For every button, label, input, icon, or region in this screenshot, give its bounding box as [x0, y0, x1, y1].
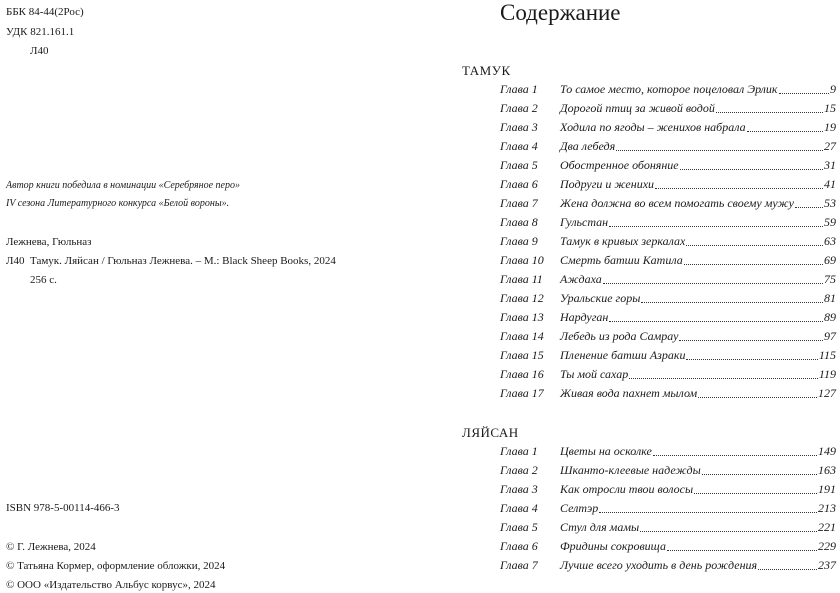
- page-number: 59: [824, 215, 836, 229]
- chapter-number: Глава 7: [500, 196, 538, 210]
- dot-leader: [686, 231, 823, 246]
- chapter-number: Глава 15: [500, 348, 544, 362]
- page-number: 149: [818, 444, 836, 458]
- page-number: 115: [818, 348, 836, 362]
- chapter-number: Глава 4: [500, 139, 538, 153]
- author-mark: Л40: [30, 45, 49, 57]
- page-number: 221: [818, 520, 836, 534]
- copyright-author: © Г. Лежнева, 2024: [6, 541, 96, 553]
- page-number: 19: [824, 120, 836, 134]
- chapter-number: Глава 8: [500, 215, 538, 229]
- chapter-title: Тамук в кривых зеркалах: [560, 234, 686, 248]
- chapter-number: Глава 13: [500, 310, 544, 324]
- award-line-1: Автор книги победила в номинации «Серебряное перо»: [6, 180, 240, 191]
- catalog-entry: Тамук. Ляйсан / Гюльназ Лежнева. – М.: Black Sheep Books, 2024: [30, 255, 336, 267]
- chapter-number: Глава 11: [500, 272, 543, 286]
- dot-leader: [653, 441, 817, 456]
- chapter-number: Глава 10: [500, 253, 544, 267]
- isbn: ISBN 978-5-00114-466-3: [6, 502, 120, 514]
- dot-leader: [698, 383, 817, 398]
- dot-leader: [629, 364, 818, 379]
- dot-leader: [640, 517, 817, 532]
- chapter-number: Глава 3: [500, 482, 538, 496]
- page-number: 213: [818, 501, 836, 515]
- chapter-title: Стул для мамы: [560, 520, 640, 534]
- chapter-number: Глава 9: [500, 234, 538, 248]
- copyright-publisher: © ООО «Издательство Альбус корвус», 2024: [6, 579, 216, 591]
- toc-entry: [500, 177, 836, 196]
- dot-leader: [679, 326, 823, 341]
- copyright-cover: © Татьяна Кормер, оформление обложки, 2024: [6, 560, 226, 572]
- dot-leader: [747, 117, 823, 132]
- chapter-title: Дорогой птиц за живой водой: [560, 101, 715, 115]
- page-number: 119: [818, 367, 836, 381]
- chapter-title: Как отросли твои волосы: [560, 482, 694, 496]
- page-number: 229: [818, 539, 836, 553]
- dot-leader: [716, 98, 823, 113]
- page-number: 41: [824, 177, 836, 191]
- chapter-number: Глава 5: [500, 520, 538, 534]
- page-number: 9: [830, 82, 836, 96]
- chapter-title: Лучше всего уходить в день рождения: [560, 558, 758, 572]
- chapter-number: Глава 6: [500, 539, 538, 553]
- chapter-number: Глава 14: [500, 329, 544, 343]
- chapter-title: Ты мой сахар: [560, 367, 629, 381]
- dot-leader: [779, 79, 829, 94]
- page-number: 127: [818, 386, 836, 400]
- chapter-number: Глава 5: [500, 158, 538, 172]
- chapter-title: Гульстан: [560, 215, 609, 229]
- section-title-tamuk: ТАМУК: [462, 63, 511, 78]
- chapter-title: Фридины сокровища: [560, 539, 667, 553]
- catalog-code: Л40: [6, 255, 25, 267]
- chapter-number: Глава 7: [500, 558, 538, 572]
- toc-entry: [500, 386, 836, 405]
- dot-leader: [795, 193, 823, 208]
- udk-code: УДК 821.161.1: [6, 26, 75, 38]
- chapter-title: Жена должна во всем помогать своему мужу: [560, 196, 794, 210]
- section-title-lyaysan: ЛЯЙСАН: [462, 425, 519, 440]
- page-number: 237: [818, 558, 836, 572]
- page-number: 81: [824, 291, 836, 305]
- page-count: 256 с.: [30, 274, 57, 286]
- dot-leader: [641, 288, 823, 303]
- page-number: 27: [824, 139, 836, 153]
- dot-leader: [680, 155, 823, 170]
- author-name: Лежнева, Гюльназ: [6, 236, 92, 248]
- page-number: 191: [818, 482, 836, 496]
- page-number: 69: [824, 253, 836, 267]
- page-number: 97: [824, 329, 836, 343]
- toc-entry: [500, 558, 836, 577]
- dot-leader: [702, 460, 817, 475]
- chapter-title: Смерть батши Катила: [560, 253, 683, 267]
- page-number: 63: [824, 234, 836, 248]
- page-number: 163: [818, 463, 836, 477]
- chapter-title: Два лебедя: [560, 139, 616, 153]
- dot-leader: [599, 498, 817, 513]
- award-line-2: IV сезона Литературного конкурса «Белой вороны».: [6, 198, 230, 209]
- chapter-number: Глава 1: [500, 82, 538, 96]
- chapter-title: Селтэр: [560, 501, 599, 515]
- chapter-title: Нардуган: [560, 310, 609, 324]
- dot-leader: [667, 536, 817, 551]
- chapter-number: Глава 3: [500, 120, 538, 134]
- chapter-number: Глава 1: [500, 444, 538, 458]
- bbk-code: ББК 84-44(2Рос): [6, 6, 84, 18]
- page-number: 15: [824, 101, 836, 115]
- chapter-title: Уральские горы: [560, 291, 641, 305]
- chapter-title: Аждаха: [560, 272, 602, 286]
- toc-title: Содержание: [500, 0, 621, 25]
- page-number: 53: [824, 196, 836, 210]
- chapter-title: Шканто-клеевые надежды: [560, 463, 701, 477]
- dot-leader: [758, 555, 817, 570]
- dot-leader: [684, 250, 823, 265]
- chapter-title: Обостренное обоняние: [560, 158, 679, 172]
- dot-leader: [686, 345, 817, 360]
- chapter-title: Подруги и женихи: [560, 177, 655, 191]
- page-number: 31: [824, 158, 836, 172]
- chapter-title: Живая вода пахнет мылом: [560, 386, 698, 400]
- chapter-number: Глава 4: [500, 501, 538, 515]
- dot-leader: [609, 212, 823, 227]
- chapter-number: Глава 16: [500, 367, 544, 381]
- dot-leader: [694, 479, 817, 494]
- chapter-title: Цветы на осколке: [560, 444, 652, 458]
- page-number: 89: [824, 310, 836, 324]
- chapter-number: Глава 2: [500, 463, 538, 477]
- chapter-title: Пленение батши Азраки: [560, 348, 686, 362]
- chapter-title: То самое место, которое поцеловал Эрлик: [560, 82, 778, 96]
- chapter-number: Глава 6: [500, 177, 538, 191]
- chapter-number: Глава 17: [500, 386, 544, 400]
- chapter-number: Глава 2: [500, 101, 538, 115]
- dot-leader: [655, 174, 823, 189]
- page-number: 75: [824, 272, 836, 286]
- dot-leader: [603, 269, 823, 284]
- chapter-title: Лебедь из рода Самрау: [560, 329, 679, 343]
- chapter-title: Ходила по ягоды – женихов набрала: [560, 120, 746, 134]
- dot-leader: [609, 307, 823, 322]
- chapter-number: Глава 12: [500, 291, 544, 305]
- dot-leader: [616, 136, 823, 151]
